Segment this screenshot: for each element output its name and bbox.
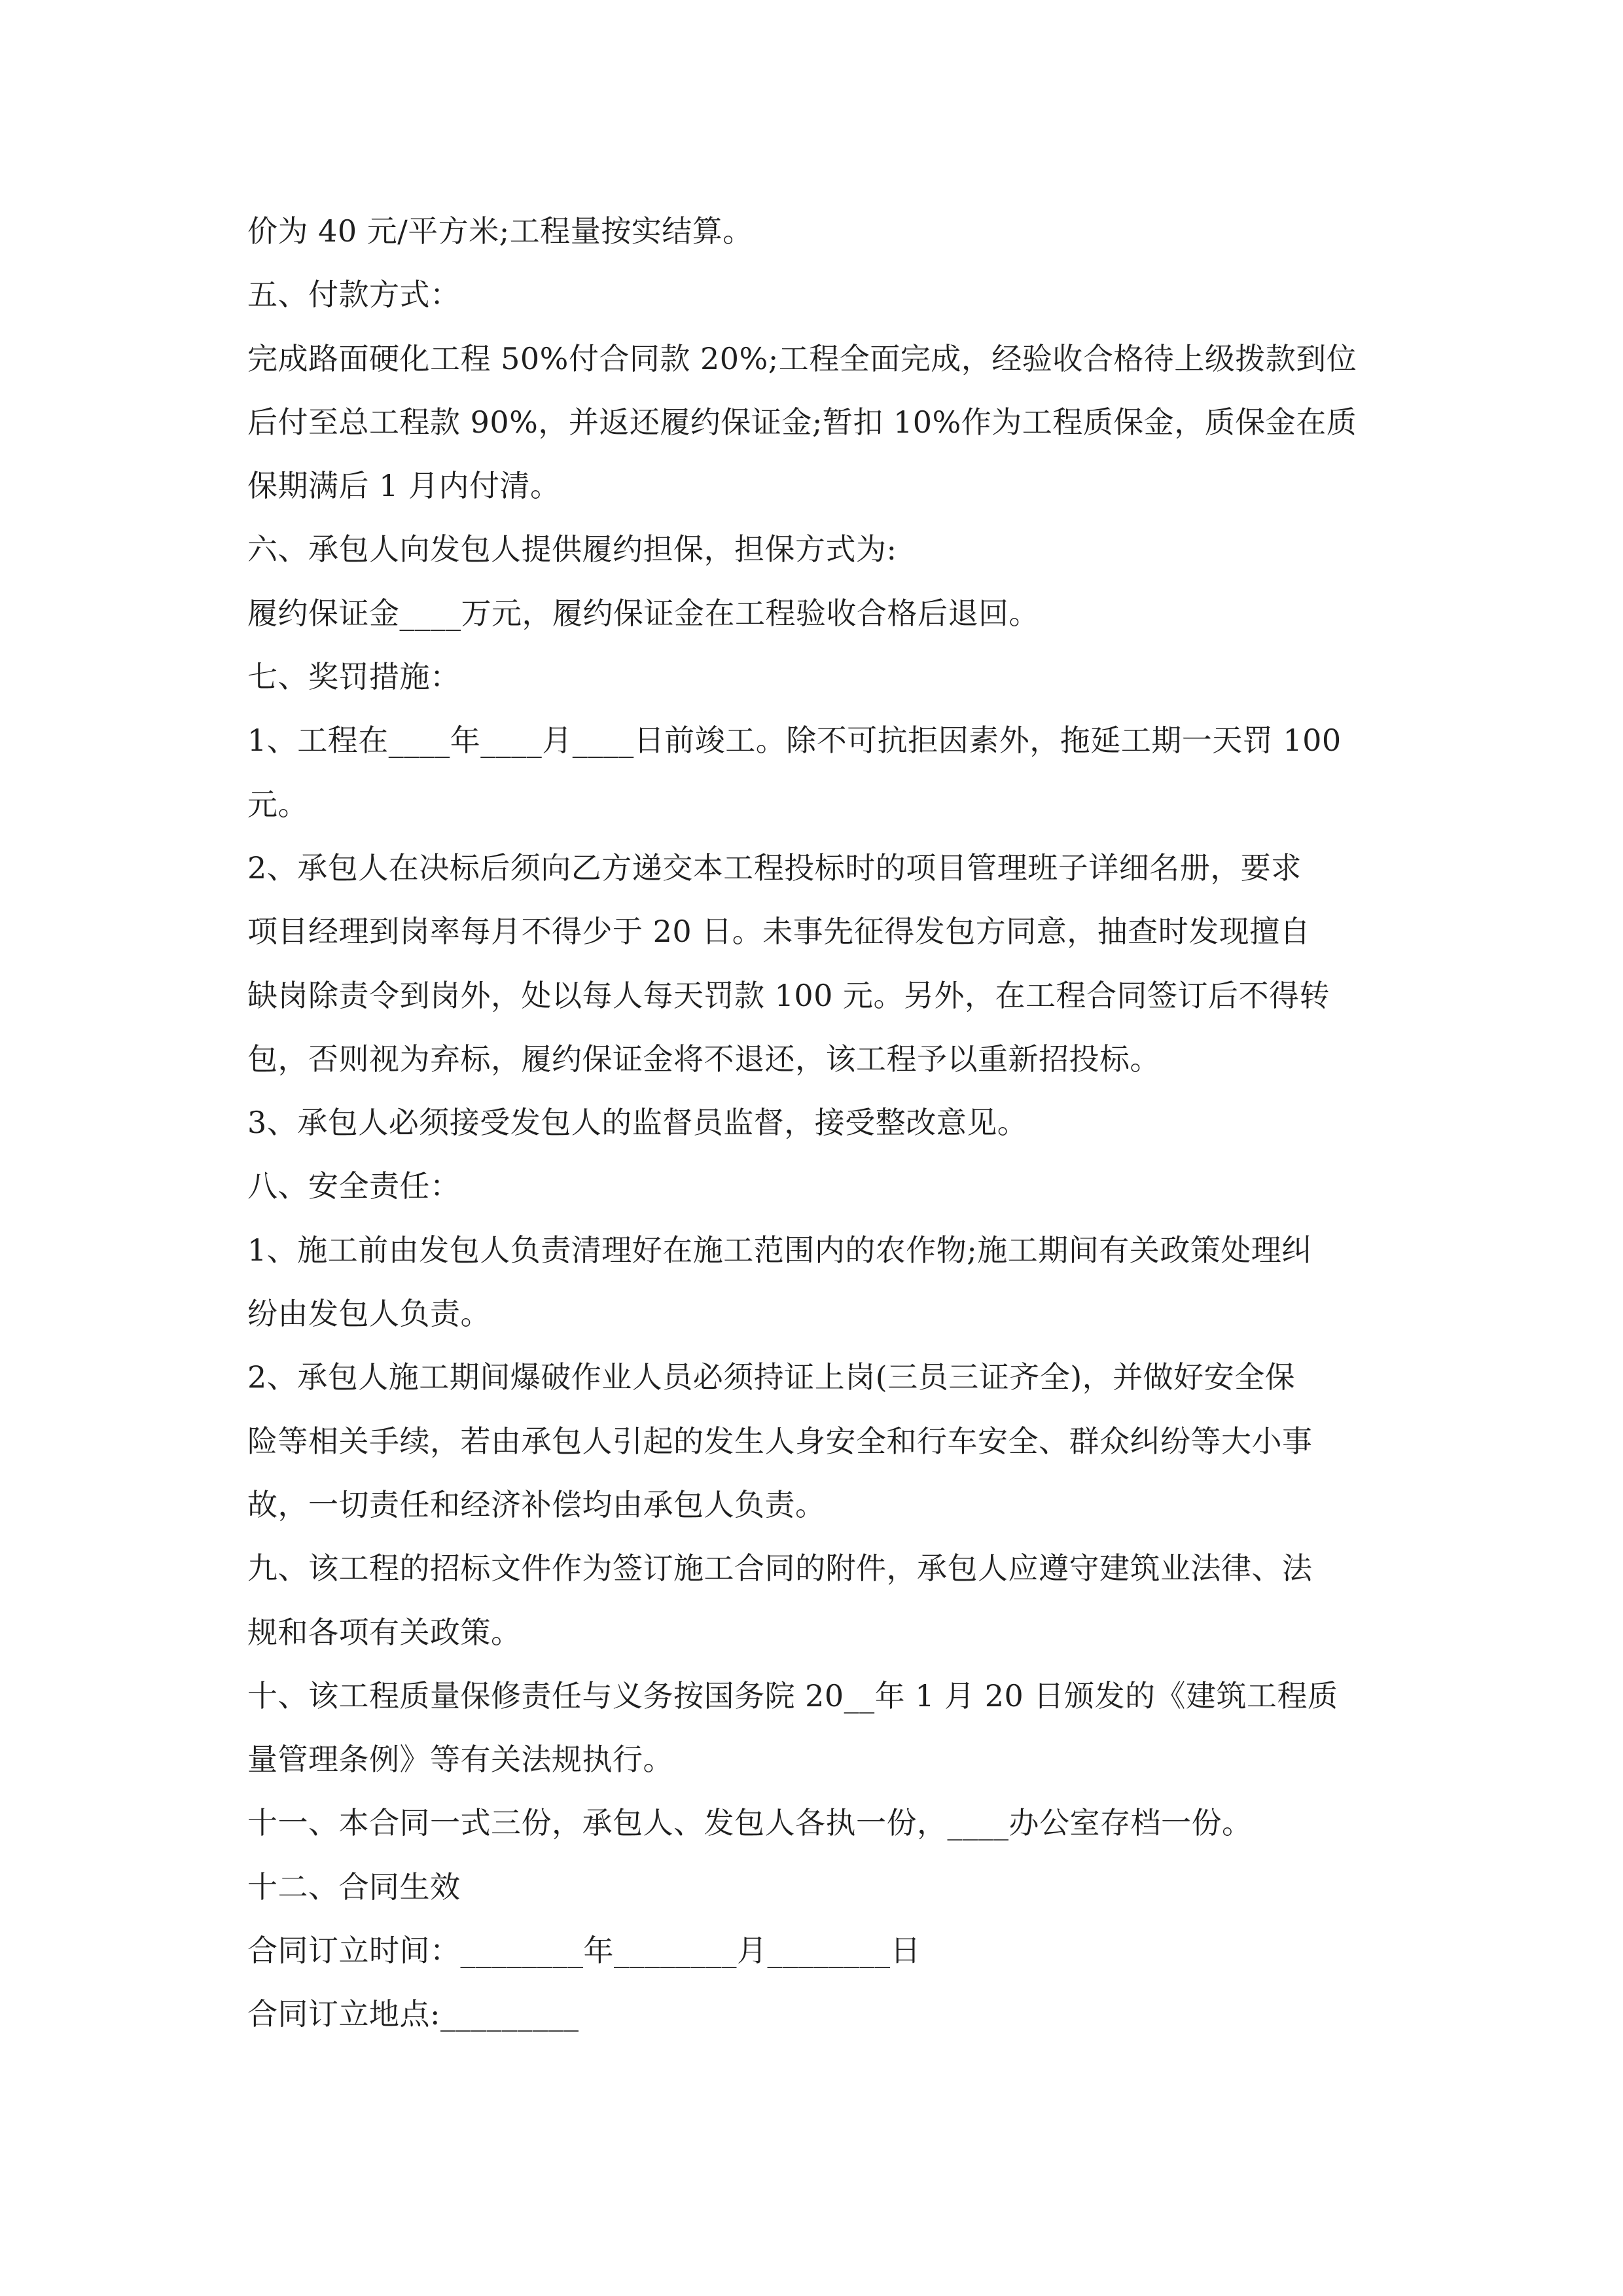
text-line: 2、承包人在决标后须向乙方递交本工程投标时的项目管理班子详细名册，要求: [247, 850, 1302, 886]
section-heading: 七、奖罚措施：: [247, 659, 461, 695]
signing-place-line: 合同订立地点:_________: [247, 1996, 579, 2032]
section-heading: 十、该工程质量保修责任与义务按国务院 20__年 1 月 20 日颁发的《建筑工程质: [247, 1677, 1338, 1713]
text-line: 包，否则视为弃标，履约保证金将不退还，该工程予以重新招投标。: [247, 1041, 1160, 1077]
text-line: 规和各项有关政策。: [247, 1614, 522, 1650]
text-line: 价为 40 元/平方米;工程量按实结算。: [247, 213, 753, 249]
section-heading: 九、该工程的招标文件作为签订施工合同的附件，承包人应遵守建筑业法律、法: [247, 1551, 1313, 1587]
section-heading: 六、承包人向发包人提供履约担保，担保方式为:: [247, 531, 897, 567]
text-line: 1、工程在____年____月____日前竣工。除不可抗拒因素外，拖延工期一天罚 100: [247, 723, 1342, 759]
document-body: [247, 200, 1386, 2047]
section-heading: 八、安全责任：: [247, 1168, 461, 1204]
text-line: 故，一切责任和经济补偿均由承包人负责。: [247, 1486, 826, 1522]
text-line: 履约保证金____万元，履约保证金在工程验收合格后退回。: [247, 595, 1039, 631]
section-heading: 十二、合同生效: [247, 1869, 461, 1905]
text-line: 1、施工前由发包人负责清理好在施工范围内的农作物;施工期间有关政策处理纠: [247, 1232, 1312, 1268]
text-line: 险等相关手续，若由承包人引起的发生人身安全和行车安全、群众纠纷等大小事: [247, 1423, 1313, 1459]
text-line: 元。: [247, 786, 308, 822]
text-line: 保期满后 1 月内付清。: [247, 468, 561, 504]
section-heading: 五、付款方式：: [247, 277, 461, 313]
text-line: 后付至总工程款 90%，并返还履约保证金;暂扣 10%作为工程质保金，质保金在质: [247, 404, 1357, 440]
text-line: 缺岗除责令到岗外，处以每人每天罚款 100 元。另外，在工程合同签订后不得转: [247, 977, 1330, 1013]
text-line: 完成路面硬化工程 50%付合同款 20%;工程全面完成，经验收合格待上级拨款到位: [247, 340, 1357, 376]
text-line: 量管理条例》等有关法规执行。: [247, 1742, 673, 1778]
text-line: 2、承包人施工期间爆破作业人员必须持证上岗(三员三证齐全)，并做好安全保: [247, 1359, 1296, 1395]
text-line: 纷由发包人负责。: [247, 1296, 491, 1332]
section-heading: 十一、本合同一式三份，承包人、发包人各执一份，____办公室存档一份。: [247, 1805, 1253, 1841]
text-line: 项目经理到岗率每月不得少于 20 日。未事先征得发包方同意，抽查时发现擅自: [247, 914, 1311, 950]
signing-date-line: 合同订立时间：________年________月________日: [247, 1933, 921, 1969]
text-line: 3、承包人必须接受发包人的监督员监督，接受整改意见。: [247, 1105, 1028, 1141]
